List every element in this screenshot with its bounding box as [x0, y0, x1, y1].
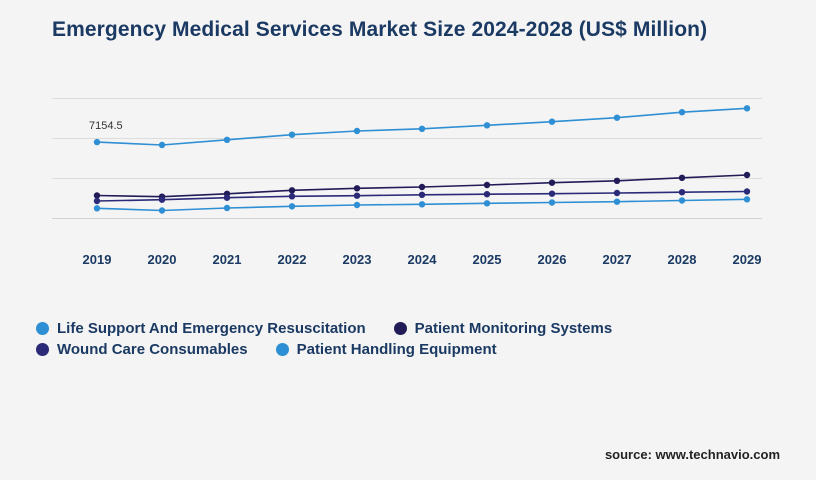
x-axis-tick-label: 2026: [537, 252, 567, 267]
legend-label: Patient Handling Equipment: [296, 341, 497, 358]
data-point-marker: [419, 192, 425, 198]
page-title: Emergency Medical Services Market Size 2024-2028 (US$ Million): [52, 18, 708, 41]
data-point-marker: [159, 207, 165, 213]
data-point-marker: [679, 109, 685, 115]
data-point-marker: [614, 178, 620, 184]
data-point-marker: [679, 189, 685, 195]
legend-label: Patient Monitoring Systems: [414, 320, 613, 337]
data-point-marker: [484, 182, 490, 188]
data-point-marker: [614, 115, 620, 121]
data-point-marker: [744, 196, 750, 202]
data-point-marker: [289, 203, 295, 209]
data-point-marker: [549, 180, 555, 186]
data-point-marker: [289, 187, 295, 193]
legend-item-patient-monitoring[interactable]: [394, 320, 613, 337]
legend-row: [36, 341, 786, 358]
x-axis-tick-label: 2028: [667, 252, 697, 267]
legend-item-wound-care[interactable]: [36, 341, 248, 358]
legend-item-patient-handling[interactable]: [276, 341, 497, 358]
source-caption: source: www.technavio.com: [604, 447, 780, 462]
data-point-marker: [419, 126, 425, 132]
data-point-marker: [679, 197, 685, 203]
data-point-marker: [679, 175, 685, 181]
data-point-marker: [159, 142, 165, 148]
data-point-marker: [549, 199, 555, 205]
data-point-marker: [419, 184, 425, 190]
legend-label: Wound Care Consumables: [57, 341, 248, 358]
data-point-marker: [354, 202, 360, 208]
x-axis-line: [52, 218, 762, 219]
data-point-marker: [159, 197, 165, 203]
legend-color-dot: [36, 343, 49, 356]
data-point-marker: [549, 119, 555, 125]
data-point-marker: [484, 191, 490, 197]
data-point-marker: [354, 193, 360, 199]
data-point-marker: [94, 198, 100, 204]
x-axis-tick-label: 2025: [472, 252, 502, 267]
data-point-marker: [484, 122, 490, 128]
legend-label: Life Support And Emergency Resuscitation: [57, 320, 366, 337]
legend-color-dot: [36, 322, 49, 335]
x-axis-tick-label: 2029: [732, 252, 762, 267]
x-axis-tick-label: 2027: [602, 252, 632, 267]
x-axis-tick-label: 2019: [82, 252, 112, 267]
legend-item-life-support[interactable]: [36, 320, 366, 337]
data-point-marker: [224, 205, 230, 211]
x-axis-tick-label: 2022: [277, 252, 307, 267]
x-axis-tick-label: 2024: [407, 252, 437, 267]
data-point-marker: [614, 199, 620, 205]
x-axis-tick-label: 2021: [212, 252, 242, 267]
data-point-marker: [94, 192, 100, 198]
data-label-annotation: 7154.5: [89, 120, 123, 133]
data-point-marker: [484, 200, 490, 206]
data-point-marker: [94, 205, 100, 211]
data-point-marker: [354, 128, 360, 134]
data-point-marker: [224, 195, 230, 201]
data-point-marker: [354, 185, 360, 191]
chart-legend: [36, 320, 786, 362]
data-point-marker: [289, 193, 295, 199]
data-point-marker: [614, 190, 620, 196]
legend-row: [36, 320, 786, 337]
x-axis-tick-label: 2020: [147, 252, 177, 267]
data-point-marker: [744, 105, 750, 111]
data-point-marker: [744, 188, 750, 194]
data-point-marker: [419, 201, 425, 207]
data-point-marker: [549, 191, 555, 197]
data-point-marker: [224, 137, 230, 143]
legend-color-dot: [394, 322, 407, 335]
legend-color-dot: [276, 343, 289, 356]
data-point-marker: [744, 172, 750, 178]
plot-area: [52, 98, 762, 218]
x-axis-tick-label: 2023: [342, 252, 372, 267]
x-axis-labels: [52, 252, 762, 272]
data-point-marker: [94, 139, 100, 145]
series-layer: [52, 98, 762, 218]
data-point-marker: [289, 132, 295, 138]
